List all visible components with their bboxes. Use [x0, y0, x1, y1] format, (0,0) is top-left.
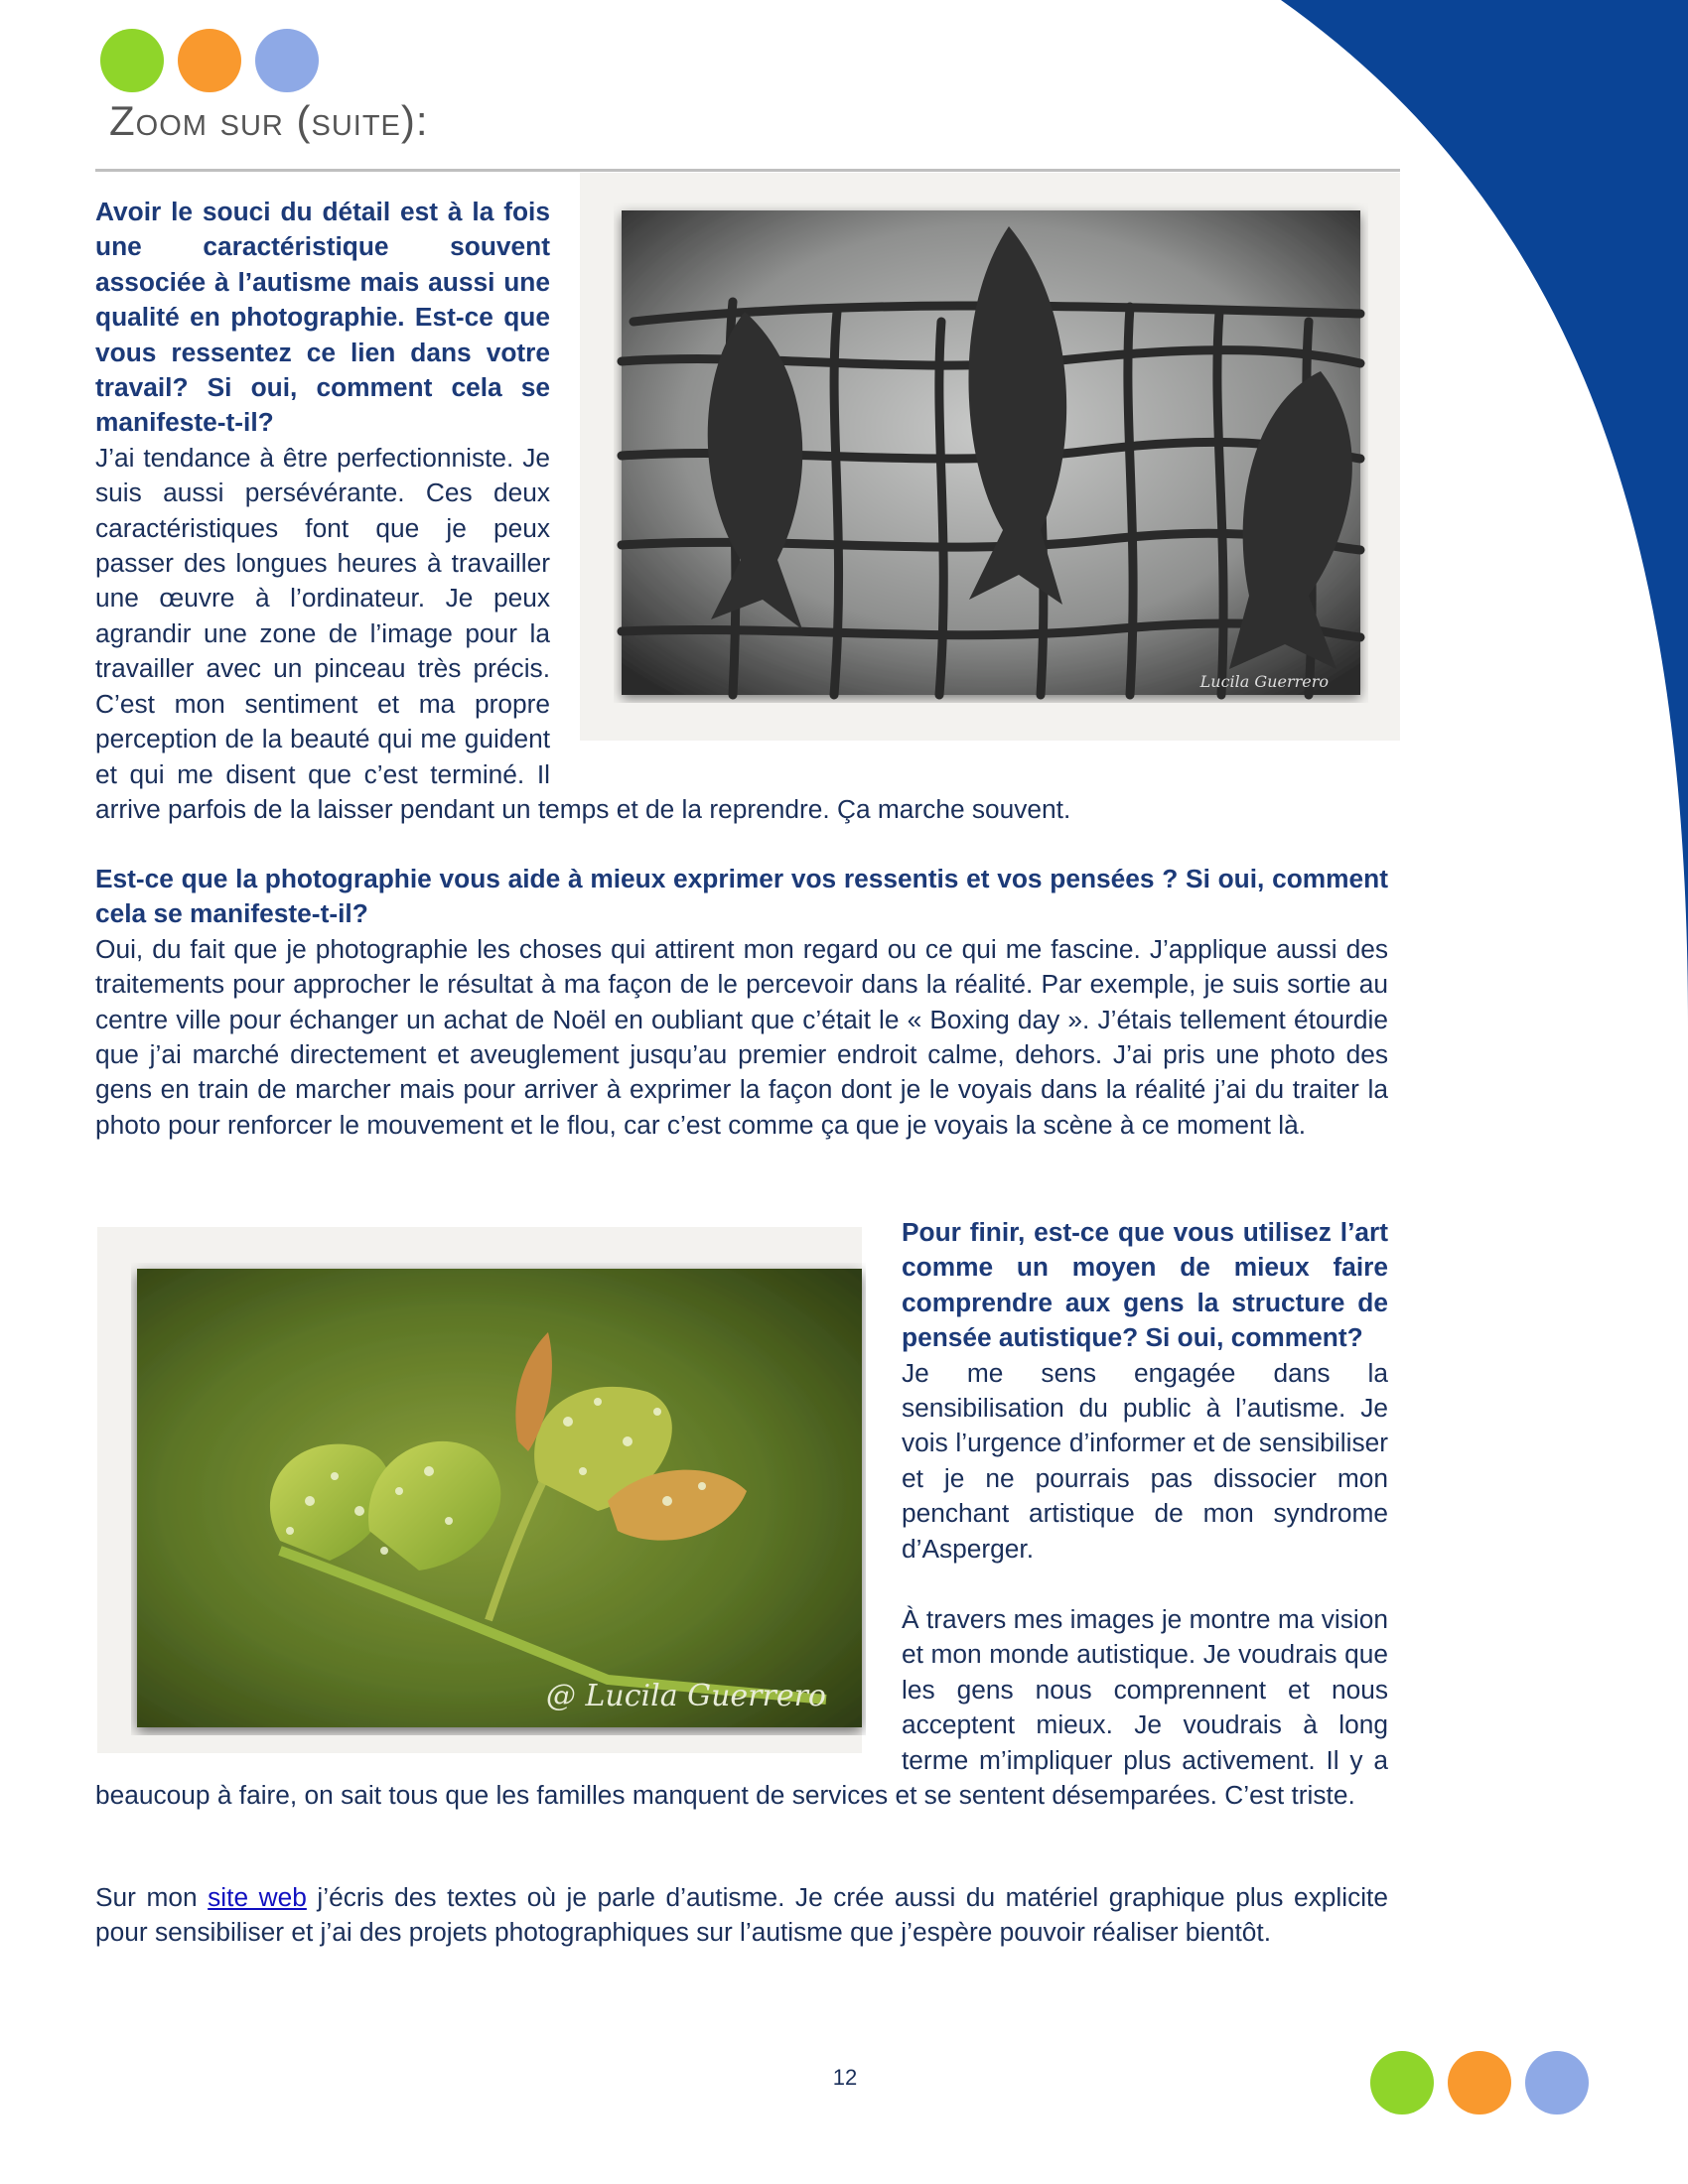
orange-dot — [178, 29, 241, 92]
footer-dots — [1370, 2051, 1589, 2115]
title-divider — [95, 169, 1400, 172]
blue-dot — [255, 29, 319, 92]
site-web-link[interactable]: site web — [208, 1882, 307, 1912]
section-detail — [95, 195, 1388, 827]
website-text-before: Sur mon — [95, 1882, 209, 1912]
website-text-after: j’écris des textes où je parle d’autisme. Je crée aussi du matériel graphique plus explicite pour sensibiliser et j’ai des projets photographiques sur l’autisme que j’espère pouvoir réaliser bientôt. — [95, 1882, 1388, 1948]
section-art — [95, 1215, 1388, 1814]
orange-dot — [1448, 2051, 1511, 2115]
answer-detail: J’ai tendance à être perfectionniste. Je suis aussi persévérante. Ces deux caractéristiques font que je peux passer des longues heures à travailler une œuvre à l’ordinateur. Je peux agrandir une zone de l’image pour la travailler avec un pinceau très précis. C’est mon sentiment et ma propre perception de la beauté qui me guident et qui me disent que c’est terminé. Il arrive parfois de la laisser pendant un temps et de la reprendre. Ça marche souvent. — [95, 442, 1071, 824]
fish-net-photo — [580, 173, 1400, 754]
leaves-image — [131, 1263, 866, 1735]
dewy-leaves-photo — [97, 1227, 862, 1753]
section-expression — [95, 862, 1388, 1143]
website-paragraph — [95, 1880, 1388, 1951]
header-dots — [100, 29, 319, 92]
leaves-watermark: @ Lucila Guerrero — [545, 1679, 826, 1713]
page-number: 12 — [832, 2065, 858, 2090]
green-dot — [1370, 2051, 1434, 2115]
answer-art-1: Je me sens engagée dans la sensibilisation du public à l’autisme. Je vois l’urgence d’informer et de sensibiliser et je ne pourrais pas dissocier mon penchant artistique de mon syndrome d’Asperger. — [902, 1357, 1388, 1564]
answer-art-2: À travers mes images je montre ma vision et mon monde autistique. Je voudrais que les gens nous comprennent et nous acceptent mieux. Je voudrais à long terme m’impliquer plus activement. Il y a beaucoup à faire, on sait tous que les familles manquent de services et se sentent désemparées. C’est triste. — [95, 1604, 1388, 1811]
question-art: Pour finir, est-ce que vous utilisez l’art comme un moyen de mieux faire comprendre aux gens la structure de pensée autistique? Si oui, comment? — [902, 1217, 1388, 1353]
section-website — [95, 1880, 1388, 1951]
green-dot — [100, 29, 164, 92]
question-expression: Est-ce que la photographie vous aide à mieux exprimer vos ressentis et vos pensées ? Si oui, comment cela se manifeste-t-il? — [95, 864, 1388, 929]
question-detail: Avoir le souci du détail est à la fois une caractéristique souvent associée à l’autisme mais aussi une qualité en photographie. Est-ce que vous ressentez ce lien dans votre travail? Si oui, comment cela se manifeste-t-il? — [95, 197, 550, 438]
blue-dot — [1525, 2051, 1589, 2115]
fish-net-image — [614, 203, 1368, 703]
fish-watermark: Lucila Guerrero — [1199, 672, 1329, 691]
answer-expression: Oui, du fait que je photographie les choses qui attirent mon regard ou ce qui me fascine. J’applique aussi des traitements pour approcher le résultat à ma façon de le percevoir dans la réalité. Par exemple, je suis sortie au centre ville pour échanger un achat de Noël en oubliant que c’était le « Boxing day ». J’étais tellement étourdie que j’ai marché directement et aveuglement jusqu’au premier endroit calme, dehors. J’ai pris une photo des gens en train de marcher mais pour arriver à exprimer la façon dont je le voyais dans la réalité j’ai du traiter la photo pour renforcer le mouvement et le flou, car c’est comme ça que je voyais la scène à ce moment là. — [95, 933, 1388, 1140]
page-title: Zoom sur (suite): — [109, 97, 429, 144]
